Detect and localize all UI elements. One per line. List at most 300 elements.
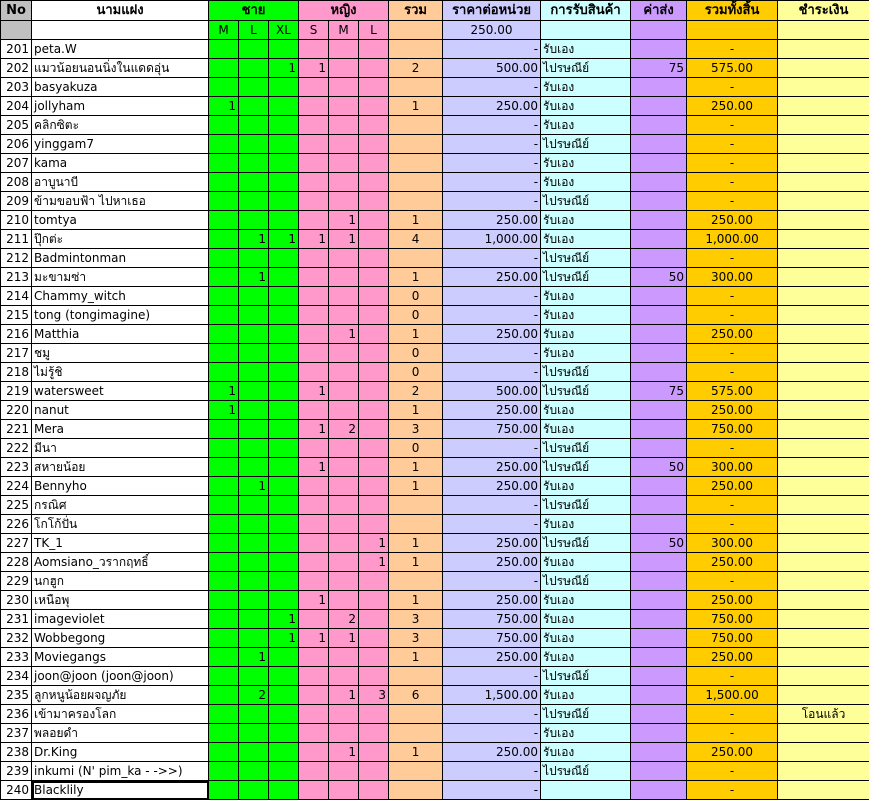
cell-delivery[interactable]: รับเอง bbox=[541, 610, 631, 629]
cell-female-m[interactable]: 1 bbox=[329, 230, 359, 249]
cell-female-m[interactable] bbox=[329, 268, 359, 287]
cell-name[interactable]: พลอยดำ bbox=[32, 724, 209, 743]
cell-total[interactable] bbox=[389, 192, 443, 211]
row-number[interactable]: 223 bbox=[1, 458, 32, 477]
cell-male-l[interactable]: 1 bbox=[239, 648, 269, 667]
cell-female-l[interactable] bbox=[359, 116, 389, 135]
cell-shipping[interactable] bbox=[631, 363, 687, 382]
cell-unit-price[interactable]: - bbox=[443, 496, 541, 515]
cell-name[interactable]: watersweet bbox=[32, 382, 209, 401]
cell-female-l[interactable] bbox=[359, 78, 389, 97]
cell-name[interactable]: ปุ๊กต่ะ bbox=[32, 230, 209, 249]
cell-unit-price[interactable]: - bbox=[443, 439, 541, 458]
cell-unit-price[interactable]: 250.00 bbox=[443, 648, 541, 667]
cell-name[interactable]: มะขามซ่า bbox=[32, 268, 209, 287]
cell-male-m[interactable] bbox=[209, 743, 239, 762]
cell-payment[interactable] bbox=[778, 496, 869, 515]
cell-grand-total[interactable]: - bbox=[687, 173, 778, 192]
cell-female-s[interactable] bbox=[299, 648, 329, 667]
cell-male-l[interactable] bbox=[239, 629, 269, 648]
cell-female-s[interactable] bbox=[299, 496, 329, 515]
cell-delivery[interactable]: ไปรษณีย์ bbox=[541, 534, 631, 553]
cell-male-m[interactable] bbox=[209, 306, 239, 325]
cell-shipping[interactable] bbox=[631, 344, 687, 363]
cell-male-l[interactable] bbox=[239, 534, 269, 553]
row-number[interactable]: 205 bbox=[1, 116, 32, 135]
cell-delivery[interactable]: รับเอง bbox=[541, 40, 631, 59]
cell-unit-price[interactable]: 250.00 bbox=[443, 458, 541, 477]
cell-female-s[interactable] bbox=[299, 572, 329, 591]
cell-male-m[interactable] bbox=[209, 515, 239, 534]
cell-male-l[interactable] bbox=[239, 116, 269, 135]
cell-shipping[interactable] bbox=[631, 686, 687, 705]
cell-unit-price[interactable]: 250.00 bbox=[443, 268, 541, 287]
cell-female-l[interactable] bbox=[359, 268, 389, 287]
cell-delivery[interactable]: รับเอง bbox=[541, 116, 631, 135]
cell-total[interactable] bbox=[389, 515, 443, 534]
col-header-male[interactable]: ชาย bbox=[209, 1, 299, 21]
cell-payment[interactable] bbox=[778, 154, 869, 173]
cell-total[interactable] bbox=[389, 781, 443, 800]
cell-grand-total[interactable]: 250.00 bbox=[687, 648, 778, 667]
subheader-total-cell[interactable] bbox=[389, 21, 443, 40]
cell-total[interactable] bbox=[389, 135, 443, 154]
cell-unit-price[interactable]: - bbox=[443, 116, 541, 135]
row-number[interactable]: 204 bbox=[1, 97, 32, 116]
cell-unit-price[interactable]: - bbox=[443, 705, 541, 724]
cell-name[interactable]: แมวน้อยนอนนิ่งในแดดอุ่น bbox=[32, 59, 209, 78]
cell-female-l[interactable] bbox=[359, 496, 389, 515]
cell-total[interactable] bbox=[389, 572, 443, 591]
cell-delivery[interactable]: รับเอง bbox=[541, 553, 631, 572]
row-number[interactable]: 207 bbox=[1, 154, 32, 173]
cell-delivery[interactable]: รับเอง bbox=[541, 173, 631, 192]
cell-name[interactable]: basyakuza bbox=[32, 78, 209, 97]
cell-female-m[interactable] bbox=[329, 249, 359, 268]
cell-grand-total[interactable]: 300.00 bbox=[687, 458, 778, 477]
cell-payment[interactable] bbox=[778, 629, 869, 648]
row-number[interactable]: 227 bbox=[1, 534, 32, 553]
cell-unit-price[interactable]: 250.00 bbox=[443, 534, 541, 553]
cell-grand-total[interactable]: 250.00 bbox=[687, 591, 778, 610]
cell-female-s[interactable] bbox=[299, 477, 329, 496]
cell-shipping[interactable] bbox=[631, 78, 687, 97]
cell-grand-total[interactable]: - bbox=[687, 192, 778, 211]
cell-male-l[interactable]: 1 bbox=[239, 230, 269, 249]
cell-name[interactable]: เข้ามาครองโลก bbox=[32, 705, 209, 724]
cell-shipping[interactable] bbox=[631, 667, 687, 686]
cell-shipping[interactable]: 50 bbox=[631, 534, 687, 553]
cell-grand-total[interactable]: 750.00 bbox=[687, 610, 778, 629]
cell-female-s[interactable] bbox=[299, 553, 329, 572]
cell-male-xl[interactable] bbox=[269, 439, 299, 458]
cell-name[interactable]: อาบูนาบี bbox=[32, 173, 209, 192]
cell-female-s[interactable] bbox=[299, 325, 329, 344]
cell-female-m[interactable] bbox=[329, 78, 359, 97]
cell-payment[interactable] bbox=[778, 477, 869, 496]
cell-female-m[interactable] bbox=[329, 173, 359, 192]
cell-male-l[interactable] bbox=[239, 610, 269, 629]
cell-female-s[interactable]: 1 bbox=[299, 59, 329, 78]
row-number[interactable]: 210 bbox=[1, 211, 32, 230]
cell-male-l[interactable]: 1 bbox=[239, 477, 269, 496]
cell-unit-price[interactable]: - bbox=[443, 40, 541, 59]
subheader-shipping-cell[interactable] bbox=[631, 21, 687, 40]
cell-total[interactable]: 0 bbox=[389, 306, 443, 325]
cell-unit-price[interactable]: 250.00 bbox=[443, 97, 541, 116]
cell-unit-price[interactable]: - bbox=[443, 344, 541, 363]
cell-female-l[interactable] bbox=[359, 154, 389, 173]
cell-female-m[interactable] bbox=[329, 724, 359, 743]
cell-male-l[interactable] bbox=[239, 59, 269, 78]
cell-male-l[interactable] bbox=[239, 667, 269, 686]
cell-male-xl[interactable] bbox=[269, 591, 299, 610]
subheader-delivery-cell[interactable] bbox=[541, 21, 631, 40]
cell-grand-total[interactable]: - bbox=[687, 287, 778, 306]
cell-male-l[interactable]: 2 bbox=[239, 686, 269, 705]
cell-shipping[interactable] bbox=[631, 116, 687, 135]
cell-female-s[interactable] bbox=[299, 363, 329, 382]
cell-male-xl[interactable]: 1 bbox=[269, 629, 299, 648]
cell-name[interactable]: ลูกหนูน้อยผจญภัย bbox=[32, 686, 209, 705]
cell-male-xl[interactable] bbox=[269, 78, 299, 97]
cell-total[interactable]: 1 bbox=[389, 211, 443, 230]
row-number[interactable]: 216 bbox=[1, 325, 32, 344]
cell-female-s[interactable] bbox=[299, 78, 329, 97]
cell-female-l[interactable] bbox=[359, 781, 389, 800]
cell-total[interactable]: 3 bbox=[389, 629, 443, 648]
cell-shipping[interactable] bbox=[631, 610, 687, 629]
cell-male-xl[interactable] bbox=[269, 287, 299, 306]
cell-female-m[interactable] bbox=[329, 572, 359, 591]
cell-male-m[interactable] bbox=[209, 78, 239, 97]
cell-shipping[interactable] bbox=[631, 705, 687, 724]
cell-payment[interactable] bbox=[778, 515, 869, 534]
cell-delivery[interactable]: รับเอง bbox=[541, 477, 631, 496]
cell-payment[interactable] bbox=[778, 553, 869, 572]
row-number[interactable]: 230 bbox=[1, 591, 32, 610]
cell-female-s[interactable] bbox=[299, 40, 329, 59]
cell-male-m[interactable]: 1 bbox=[209, 382, 239, 401]
cell-female-m[interactable] bbox=[329, 401, 359, 420]
cell-delivery[interactable]: รับเอง bbox=[541, 724, 631, 743]
row-number[interactable]: 234 bbox=[1, 667, 32, 686]
cell-female-l[interactable] bbox=[359, 249, 389, 268]
cell-payment[interactable] bbox=[778, 420, 869, 439]
cell-shipping[interactable] bbox=[631, 553, 687, 572]
cell-female-l[interactable] bbox=[359, 648, 389, 667]
cell-female-m[interactable] bbox=[329, 458, 359, 477]
cell-grand-total[interactable]: - bbox=[687, 705, 778, 724]
cell-male-m[interactable] bbox=[209, 496, 239, 515]
cell-female-s[interactable] bbox=[299, 268, 329, 287]
cell-name[interactable]: joon@joon (joon@joon) bbox=[32, 667, 209, 686]
cell-male-xl[interactable] bbox=[269, 667, 299, 686]
row-number[interactable]: 202 bbox=[1, 59, 32, 78]
cell-female-l[interactable] bbox=[359, 762, 389, 781]
cell-delivery[interactable]: รับเอง bbox=[541, 420, 631, 439]
cell-male-m[interactable] bbox=[209, 572, 239, 591]
cell-male-l[interactable] bbox=[239, 97, 269, 116]
col-header-name[interactable]: นามแฝง bbox=[32, 1, 209, 21]
cell-payment[interactable] bbox=[778, 325, 869, 344]
cell-female-m[interactable] bbox=[329, 287, 359, 306]
cell-payment[interactable] bbox=[778, 306, 869, 325]
row-number[interactable]: 209 bbox=[1, 192, 32, 211]
cell-male-xl[interactable] bbox=[269, 420, 299, 439]
cell-female-s[interactable] bbox=[299, 306, 329, 325]
cell-delivery[interactable]: รับเอง bbox=[541, 154, 631, 173]
cell-shipping[interactable] bbox=[631, 325, 687, 344]
cell-female-m[interactable] bbox=[329, 591, 359, 610]
cell-unit-price[interactable]: 750.00 bbox=[443, 629, 541, 648]
cell-female-s[interactable] bbox=[299, 686, 329, 705]
cell-male-xl[interactable]: 1 bbox=[269, 59, 299, 78]
cell-grand-total[interactable]: 750.00 bbox=[687, 629, 778, 648]
cell-male-l[interactable] bbox=[239, 173, 269, 192]
subheader-male-l[interactable]: L bbox=[239, 21, 269, 40]
cell-female-m[interactable] bbox=[329, 534, 359, 553]
cell-male-m[interactable] bbox=[209, 287, 239, 306]
cell-total[interactable]: 3 bbox=[389, 420, 443, 439]
cell-female-l[interactable]: 1 bbox=[359, 553, 389, 572]
row-number[interactable]: 212 bbox=[1, 249, 32, 268]
row-number[interactable]: 211 bbox=[1, 230, 32, 249]
cell-total[interactable] bbox=[389, 40, 443, 59]
cell-grand-total[interactable]: - bbox=[687, 154, 778, 173]
cell-male-m[interactable] bbox=[209, 344, 239, 363]
cell-female-s[interactable] bbox=[299, 287, 329, 306]
cell-total[interactable]: 3 bbox=[389, 610, 443, 629]
row-number[interactable]: 226 bbox=[1, 515, 32, 534]
cell-name[interactable]: Bennyho bbox=[32, 477, 209, 496]
cell-name[interactable]: peta.W bbox=[32, 40, 209, 59]
row-number[interactable]: 215 bbox=[1, 306, 32, 325]
cell-delivery[interactable]: รับเอง bbox=[541, 648, 631, 667]
cell-name[interactable]: โกโก้ปั่น bbox=[32, 515, 209, 534]
cell-female-s[interactable]: 1 bbox=[299, 591, 329, 610]
cell-female-l[interactable] bbox=[359, 306, 389, 325]
cell-female-s[interactable] bbox=[299, 249, 329, 268]
cell-male-l[interactable] bbox=[239, 287, 269, 306]
row-number[interactable]: 239 bbox=[1, 762, 32, 781]
cell-male-m[interactable] bbox=[209, 762, 239, 781]
cell-payment[interactable] bbox=[778, 401, 869, 420]
cell-female-s[interactable] bbox=[299, 781, 329, 800]
cell-unit-price[interactable]: 250.00 bbox=[443, 401, 541, 420]
cell-male-l[interactable] bbox=[239, 496, 269, 515]
row-number[interactable]: 235 bbox=[1, 686, 32, 705]
cell-shipping[interactable] bbox=[631, 420, 687, 439]
cell-grand-total[interactable]: - bbox=[687, 306, 778, 325]
cell-male-m[interactable] bbox=[209, 230, 239, 249]
cell-unit-price[interactable]: 750.00 bbox=[443, 420, 541, 439]
cell-shipping[interactable] bbox=[631, 40, 687, 59]
cell-payment[interactable] bbox=[778, 610, 869, 629]
cell-female-m[interactable]: 1 bbox=[329, 629, 359, 648]
row-number[interactable]: 208 bbox=[1, 173, 32, 192]
cell-female-m[interactable] bbox=[329, 515, 359, 534]
cell-delivery[interactable]: ไปรษณีย์ bbox=[541, 439, 631, 458]
cell-payment[interactable] bbox=[778, 781, 869, 800]
cell-total[interactable] bbox=[389, 705, 443, 724]
cell-shipping[interactable] bbox=[631, 591, 687, 610]
cell-male-l[interactable] bbox=[239, 515, 269, 534]
cell-total[interactable]: 0 bbox=[389, 344, 443, 363]
cell-male-l[interactable] bbox=[239, 192, 269, 211]
row-number[interactable]: 219 bbox=[1, 382, 32, 401]
cell-name[interactable]: Moviegangs bbox=[32, 648, 209, 667]
cell-male-l[interactable] bbox=[239, 154, 269, 173]
cell-male-xl[interactable] bbox=[269, 40, 299, 59]
row-number[interactable]: 233 bbox=[1, 648, 32, 667]
cell-female-l[interactable] bbox=[359, 477, 389, 496]
cell-grand-total[interactable]: 250.00 bbox=[687, 743, 778, 762]
cell-delivery[interactable]: ไปรษณีย์ bbox=[541, 59, 631, 78]
cell-total[interactable]: 4 bbox=[389, 230, 443, 249]
cell-delivery[interactable]: ไปรษณีย์ bbox=[541, 135, 631, 154]
cell-male-m[interactable] bbox=[209, 154, 239, 173]
cell-shipping[interactable] bbox=[631, 401, 687, 420]
cell-female-m[interactable] bbox=[329, 705, 359, 724]
cell-total[interactable]: 1 bbox=[389, 268, 443, 287]
cell-grand-total[interactable]: 750.00 bbox=[687, 420, 778, 439]
cell-female-m[interactable] bbox=[329, 762, 359, 781]
cell-female-s[interactable] bbox=[299, 97, 329, 116]
cell-female-m[interactable] bbox=[329, 40, 359, 59]
cell-male-m[interactable] bbox=[209, 686, 239, 705]
cell-grand-total[interactable]: 300.00 bbox=[687, 268, 778, 287]
cell-female-l[interactable] bbox=[359, 287, 389, 306]
cell-payment[interactable] bbox=[778, 287, 869, 306]
cell-name[interactable]: imageviolet bbox=[32, 610, 209, 629]
cell-male-xl[interactable] bbox=[269, 496, 299, 515]
row-number[interactable]: 225 bbox=[1, 496, 32, 515]
cell-male-m[interactable] bbox=[209, 192, 239, 211]
cell-male-m[interactable] bbox=[209, 420, 239, 439]
cell-female-m[interactable]: 1 bbox=[329, 686, 359, 705]
cell-name[interactable]: inkumi (N' pim_ka - ->>) bbox=[32, 762, 209, 781]
row-number[interactable]: 231 bbox=[1, 610, 32, 629]
cell-male-xl[interactable] bbox=[269, 154, 299, 173]
cell-female-l[interactable] bbox=[359, 192, 389, 211]
cell-male-m[interactable] bbox=[209, 325, 239, 344]
cell-male-l[interactable] bbox=[239, 211, 269, 230]
cell-male-l[interactable] bbox=[239, 572, 269, 591]
cell-female-s[interactable] bbox=[299, 439, 329, 458]
cell-female-m[interactable] bbox=[329, 135, 359, 154]
cell-payment[interactable] bbox=[778, 724, 869, 743]
cell-unit-price[interactable]: - bbox=[443, 306, 541, 325]
col-header-payment[interactable]: ชำระเงิน bbox=[778, 1, 869, 21]
cell-unit-price[interactable]: 1,500.00 bbox=[443, 686, 541, 705]
cell-delivery[interactable]: รับเอง bbox=[541, 686, 631, 705]
cell-unit-price[interactable]: 1,000.00 bbox=[443, 230, 541, 249]
cell-female-s[interactable] bbox=[299, 515, 329, 534]
cell-shipping[interactable] bbox=[631, 762, 687, 781]
cell-grand-total[interactable]: - bbox=[687, 78, 778, 97]
subheader-name-cell[interactable] bbox=[32, 21, 209, 40]
col-header-unit-price[interactable]: ราคาต่อหน่วย bbox=[443, 1, 541, 21]
cell-female-l[interactable] bbox=[359, 591, 389, 610]
cell-payment[interactable] bbox=[778, 268, 869, 287]
cell-male-xl[interactable] bbox=[269, 306, 299, 325]
cell-total[interactable]: 0 bbox=[389, 287, 443, 306]
cell-male-l[interactable] bbox=[239, 724, 269, 743]
cell-shipping[interactable] bbox=[631, 572, 687, 591]
cell-payment[interactable] bbox=[778, 363, 869, 382]
cell-female-m[interactable] bbox=[329, 648, 359, 667]
cell-shipping[interactable] bbox=[631, 135, 687, 154]
cell-name[interactable]: kama bbox=[32, 154, 209, 173]
cell-grand-total[interactable]: - bbox=[687, 249, 778, 268]
cell-male-m[interactable] bbox=[209, 458, 239, 477]
cell-grand-total[interactable]: 575.00 bbox=[687, 59, 778, 78]
cell-female-s[interactable]: 1 bbox=[299, 420, 329, 439]
cell-grand-total[interactable]: - bbox=[687, 344, 778, 363]
cell-shipping[interactable] bbox=[631, 496, 687, 515]
cell-payment[interactable] bbox=[778, 762, 869, 781]
row-number[interactable]: 214 bbox=[1, 287, 32, 306]
cell-male-xl[interactable] bbox=[269, 97, 299, 116]
cell-male-m[interactable] bbox=[209, 439, 239, 458]
cell-grand-total[interactable]: - bbox=[687, 515, 778, 534]
row-number[interactable]: 217 bbox=[1, 344, 32, 363]
cell-total[interactable] bbox=[389, 667, 443, 686]
cell-name[interactable]: yinggam7 bbox=[32, 135, 209, 154]
cell-female-m[interactable] bbox=[329, 439, 359, 458]
col-header-female[interactable]: หญิง bbox=[299, 1, 389, 21]
cell-male-m[interactable] bbox=[209, 477, 239, 496]
cell-male-xl[interactable] bbox=[269, 363, 299, 382]
cell-grand-total[interactable]: 250.00 bbox=[687, 401, 778, 420]
cell-delivery[interactable]: ไปรษณีย์ bbox=[541, 382, 631, 401]
cell-name[interactable]: คลิกซิตะ bbox=[32, 116, 209, 135]
cell-female-s[interactable] bbox=[299, 116, 329, 135]
cell-female-s[interactable] bbox=[299, 135, 329, 154]
subheader-female-m[interactable]: M bbox=[329, 21, 359, 40]
cell-total[interactable] bbox=[389, 724, 443, 743]
cell-unit-price[interactable]: - bbox=[443, 781, 541, 800]
cell-total[interactable]: 1 bbox=[389, 325, 443, 344]
cell-male-m[interactable] bbox=[209, 173, 239, 192]
cell-male-xl[interactable] bbox=[269, 762, 299, 781]
cell-female-l[interactable] bbox=[359, 344, 389, 363]
cell-female-l[interactable] bbox=[359, 230, 389, 249]
cell-male-m[interactable] bbox=[209, 724, 239, 743]
cell-total[interactable]: 1 bbox=[389, 458, 443, 477]
cell-male-l[interactable] bbox=[239, 591, 269, 610]
cell-male-m[interactable] bbox=[209, 553, 239, 572]
cell-delivery[interactable]: รับเอง bbox=[541, 401, 631, 420]
cell-male-l[interactable] bbox=[239, 420, 269, 439]
cell-delivery[interactable]: รับเอง bbox=[541, 211, 631, 230]
cell-delivery[interactable]: ไปรษณีย์ bbox=[541, 496, 631, 515]
cell-male-l[interactable] bbox=[239, 40, 269, 59]
cell-unit-price[interactable]: 250.00 bbox=[443, 325, 541, 344]
cell-unit-price[interactable]: - bbox=[443, 363, 541, 382]
cell-female-l[interactable] bbox=[359, 40, 389, 59]
cell-grand-total[interactable]: 1,500.00 bbox=[687, 686, 778, 705]
cell-shipping[interactable] bbox=[631, 249, 687, 268]
cell-payment[interactable] bbox=[778, 116, 869, 135]
cell-grand-total[interactable]: 575.00 bbox=[687, 382, 778, 401]
row-number[interactable]: 238 bbox=[1, 743, 32, 762]
cell-female-m[interactable] bbox=[329, 97, 359, 116]
cell-female-l[interactable]: 1 bbox=[359, 534, 389, 553]
cell-delivery[interactable]: รับเอง bbox=[541, 287, 631, 306]
cell-name[interactable]: สหายน้อย bbox=[32, 458, 209, 477]
